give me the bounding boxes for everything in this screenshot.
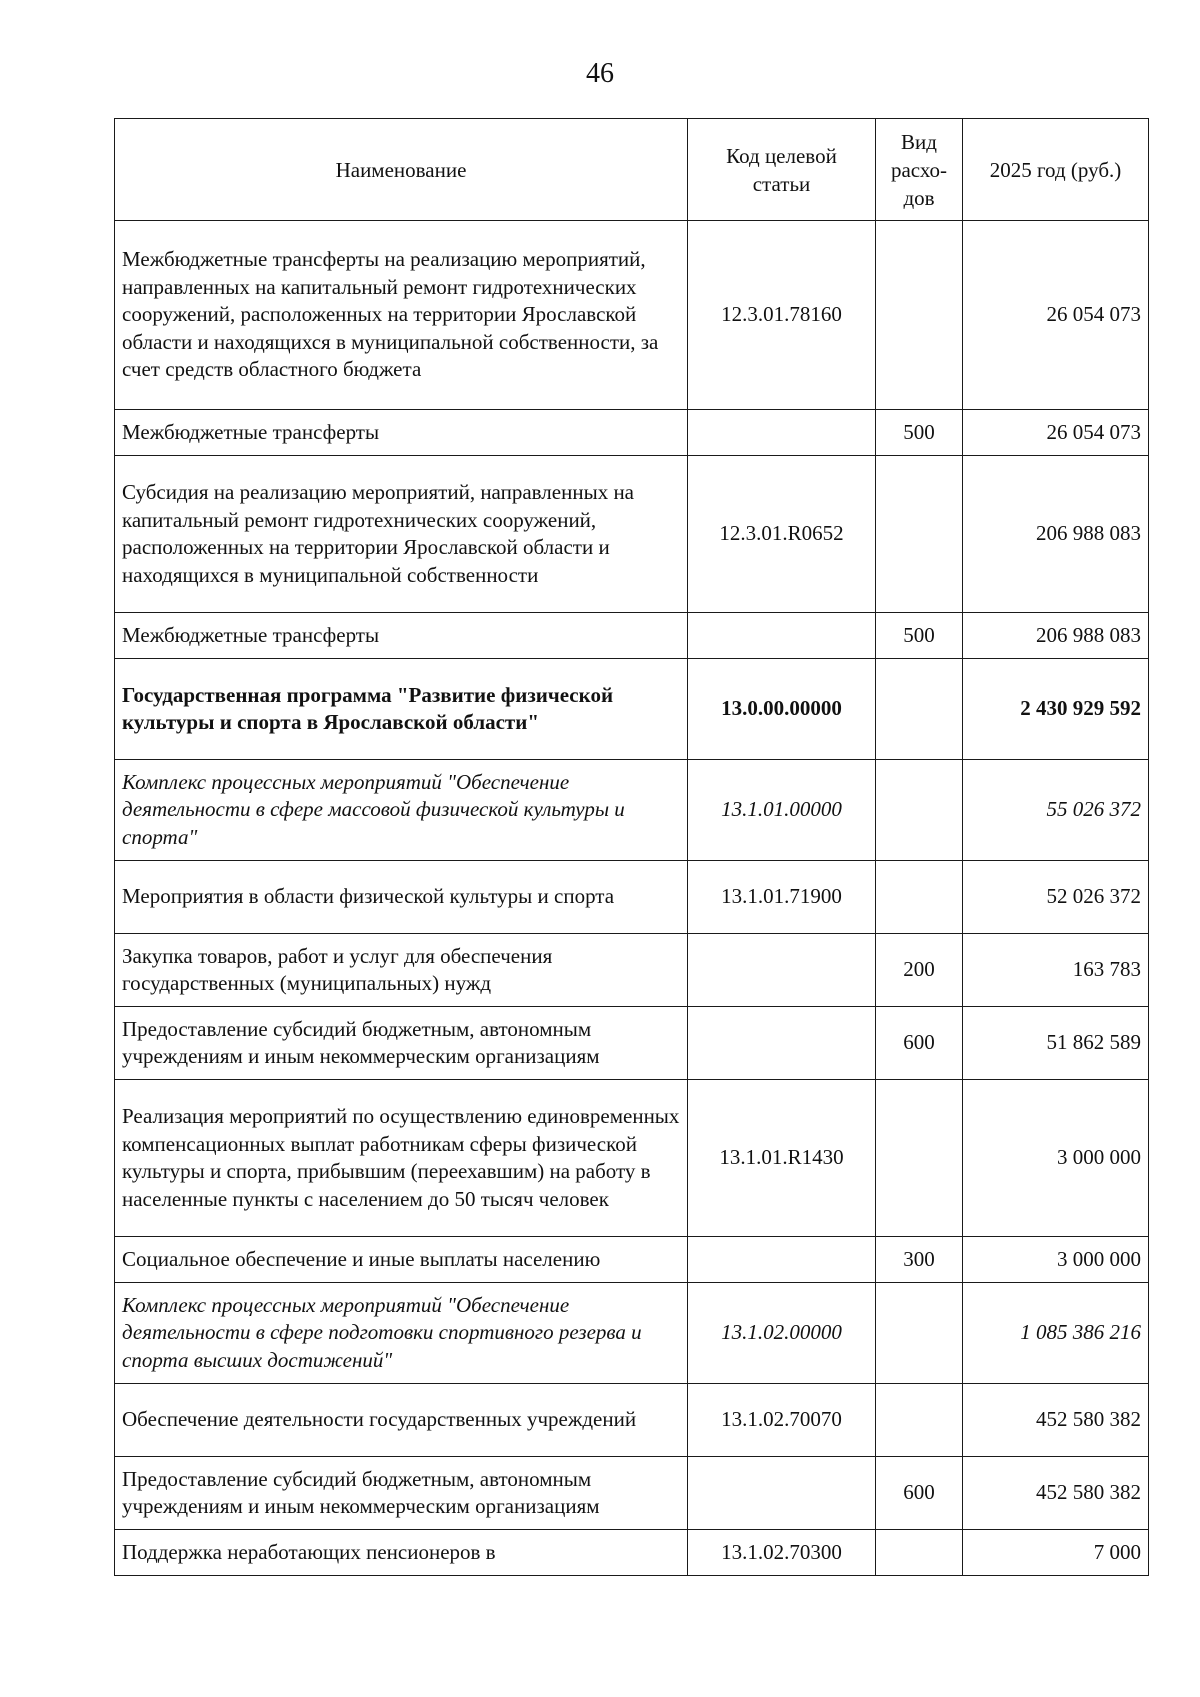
cell-code: [688, 934, 876, 1007]
budget-table: [114, 118, 1149, 1576]
cell-amount: 1 085 386 216: [963, 1283, 1149, 1384]
cell-name: Закупка товаров, работ и услуг для обеспечения государственных (муниципальных) нужд: [115, 934, 688, 1007]
header-name: Наименование: [115, 119, 688, 221]
cell-kind: [876, 1080, 963, 1237]
cell-name: Комплекс процессных мероприятий "Обеспечение деятельности в сфере массовой физической культуры и спорта": [115, 760, 688, 861]
cell-name: Обеспечение деятельности государственных учреждений: [115, 1384, 688, 1457]
cell-code: [688, 613, 876, 659]
cell-name: Мероприятия в области физической культуры и спорта: [115, 861, 688, 934]
cell-name: Государственная программа "Развитие физической культуры и спорта в Ярославской области": [115, 659, 688, 760]
cell-name: Предоставление субсидий бюджетным, автономным учреждениям и иным некоммерческим организациям: [115, 1007, 688, 1080]
cell-kind: [876, 760, 963, 861]
cell-code: 12.3.01.78160: [688, 221, 876, 410]
cell-amount: 55 026 372: [963, 760, 1149, 861]
cell-kind: [876, 861, 963, 934]
cell-code: 13.1.01.71900: [688, 861, 876, 934]
cell-name: Социальное обеспечение и иные выплаты населению: [115, 1237, 688, 1283]
cell-code: [688, 1007, 876, 1080]
cell-kind: [876, 659, 963, 760]
table-row: [115, 1530, 1149, 1576]
cell-code: 13.1.01.00000: [688, 760, 876, 861]
cell-name: Субсидия на реализацию мероприятий, направленных на капитальный ремонт гидротехнических сооружений, расположенных на территории Ярославской области и находящихся в муниципальной собственности: [115, 456, 688, 613]
cell-amount: 3 000 000: [963, 1237, 1149, 1283]
cell-amount: 452 580 382: [963, 1457, 1149, 1530]
cell-kind: 600: [876, 1007, 963, 1080]
table-row: [115, 659, 1149, 760]
cell-kind: [876, 221, 963, 410]
table-body: [115, 221, 1149, 1576]
cell-kind: [876, 1384, 963, 1457]
cell-code: 13.1.02.00000: [688, 1283, 876, 1384]
table-row: [115, 1080, 1149, 1237]
cell-kind: 600: [876, 1457, 963, 1530]
table-header-row: [115, 119, 1149, 221]
cell-kind: 500: [876, 613, 963, 659]
cell-amount: 2 430 929 592: [963, 659, 1149, 760]
cell-kind: [876, 456, 963, 613]
table-row: [115, 456, 1149, 613]
cell-name: Межбюджетные трансферты: [115, 410, 688, 456]
table-row: [115, 410, 1149, 456]
cell-kind: 200: [876, 934, 963, 1007]
cell-amount: 206 988 083: [963, 613, 1149, 659]
cell-code: [688, 1237, 876, 1283]
cell-kind: [876, 1283, 963, 1384]
table-row: [115, 1384, 1149, 1457]
header-kind: Вид расхо-дов: [876, 119, 963, 221]
table-row: [115, 613, 1149, 659]
table-row: [115, 1007, 1149, 1080]
cell-name: Поддержка неработающих пенсионеров в: [115, 1530, 688, 1576]
table-row: [115, 934, 1149, 1007]
cell-amount: 206 988 083: [963, 456, 1149, 613]
cell-code: 13.1.01.R1430: [688, 1080, 876, 1237]
cell-code: 13.1.02.70070: [688, 1384, 876, 1457]
cell-amount: 51 862 589: [963, 1007, 1149, 1080]
cell-code: [688, 1457, 876, 1530]
header-amount: 2025 год (руб.): [963, 119, 1149, 221]
cell-name: Межбюджетные трансферты на реализацию мероприятий, направленных на капитальный ремонт гидротехнических сооружений, расположенных на территории Ярославской области и находящихся в муниципальной собственности, за счет средств областного бюджета: [115, 221, 688, 410]
cell-amount: 52 026 372: [963, 861, 1149, 934]
cell-code: 13.1.02.70300: [688, 1530, 876, 1576]
table-row: [115, 861, 1149, 934]
cell-amount: 452 580 382: [963, 1384, 1149, 1457]
page-number: 46: [586, 58, 614, 89]
cell-kind: [876, 1530, 963, 1576]
table-row: [115, 760, 1149, 861]
cell-name: Межбюджетные трансферты: [115, 613, 688, 659]
cell-amount: 3 000 000: [963, 1080, 1149, 1237]
cell-name: Реализация мероприятий по осуществлению единовременных компенсационных выплат работникам сферы физической культуры и спорта, прибывшим (переехавшим) на работу в населенные пункты с населением до 50 тысяч человек: [115, 1080, 688, 1237]
table-row: [115, 221, 1149, 410]
cell-code: 13.0.00.00000: [688, 659, 876, 760]
table-row: [115, 1457, 1149, 1530]
cell-kind: 500: [876, 410, 963, 456]
cell-amount: 7 000: [963, 1530, 1149, 1576]
table-row: [115, 1283, 1149, 1384]
cell-name: Комплекс процессных мероприятий "Обеспечение деятельности в сфере подготовки спортивного резерва и спорта высших достижений": [115, 1283, 688, 1384]
cell-name: Предоставление субсидий бюджетным, автономным учреждениям и иным некоммерческим организациям: [115, 1457, 688, 1530]
table-row: [115, 1237, 1149, 1283]
cell-code: 12.3.01.R0652: [688, 456, 876, 613]
cell-amount: 26 054 073: [963, 221, 1149, 410]
cell-amount: 26 054 073: [963, 410, 1149, 456]
cell-kind: 300: [876, 1237, 963, 1283]
cell-code: [688, 410, 876, 456]
header-code: Код целевой статьи: [688, 119, 876, 221]
cell-amount: 163 783: [963, 934, 1149, 1007]
